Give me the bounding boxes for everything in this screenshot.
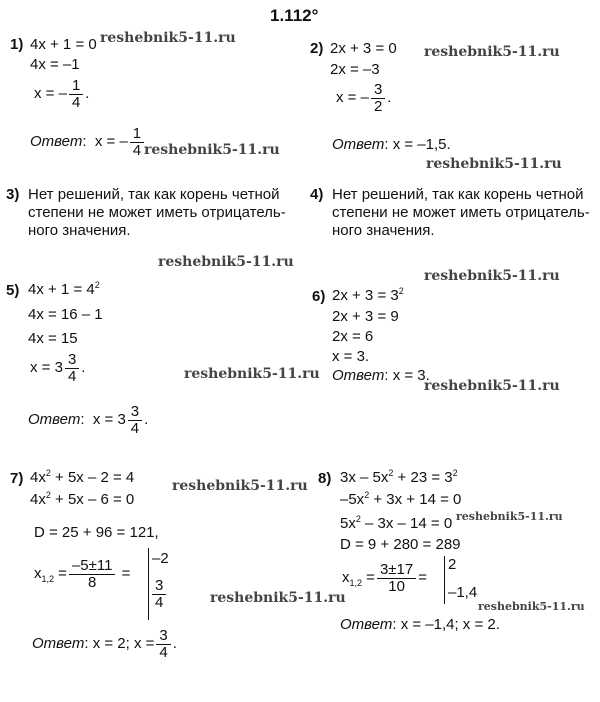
watermark: reshebnik5-11.ru bbox=[426, 156, 562, 172]
page-title: 1.112° bbox=[270, 6, 319, 25]
problem-6-line-2: 2x + 3 = 9 bbox=[332, 308, 399, 325]
problem-8-line-3: $5x^2 - 3x - 14 = 0$ bbox=[340, 514, 453, 532]
problem-2-answer: Ответ: x = –1,5. bbox=[332, 136, 451, 153]
problem-2-line-2: 2x = –3 bbox=[330, 61, 380, 78]
watermark: reshebnik5-11.ru bbox=[424, 44, 560, 60]
problem-7-line-2: $4x^2 + 5x - 6 = 0$ bbox=[30, 490, 135, 508]
problem-6-number: 6) bbox=[312, 288, 326, 305]
problem-8-line-2: $-5x^2 + 3x + 14 = 0$ bbox=[340, 490, 462, 508]
problem-2-line-1: 2x + 3 = 0 bbox=[330, 40, 397, 57]
problem-5-solution: x = 3 $\frac{3}{4}$ . bbox=[30, 351, 86, 385]
watermark: reshebnik5-11.ru bbox=[478, 600, 585, 613]
problem-1-answer: Ответ: x = – $\frac{1}{4}$ bbox=[30, 126, 146, 159]
problem-6-line-3: 2x = 6 bbox=[332, 328, 374, 345]
problem-3-number: 3) bbox=[6, 186, 20, 203]
problem-2-solution: x = – $\frac{3}{2}$ . bbox=[336, 81, 392, 115]
problem-7-root-1: –2 bbox=[152, 550, 169, 567]
problem-1-line-1: 4x + 1 = 0 bbox=[30, 36, 97, 53]
watermark: reshebnik5-11.ru bbox=[144, 142, 280, 158]
problem-5-line-1: $4x + 1 = 4^2$ bbox=[28, 280, 100, 298]
watermark: reshebnik5-11.ru bbox=[424, 268, 560, 284]
problem-8-root-bar bbox=[444, 556, 445, 604]
problem-6-answer: Ответ: x = 3. bbox=[332, 367, 430, 384]
problem-5-line-3: 4x = 15 bbox=[28, 330, 78, 347]
problem-7-root-2: $\frac{3}{4}$ bbox=[150, 578, 168, 611]
problem-8-answer: Ответ: x = –1,4; x = 2. bbox=[340, 616, 500, 633]
problem-8-line-1: $3x - 5x^2 + 23 = 3^2$ bbox=[340, 468, 458, 486]
problem-6-line-4: x = 3. bbox=[332, 348, 370, 365]
watermark: reshebnik5-11.ru bbox=[456, 510, 563, 523]
problem-7-number: 7) bbox=[10, 470, 24, 487]
problem-4-number: 4) bbox=[310, 186, 324, 203]
problem-8-root-2: –1,4 bbox=[448, 584, 478, 601]
problem-6-line-1: $2x + 3 = 3^2$ bbox=[332, 286, 404, 304]
problem-5-line-2: 4x = 16 – 1 bbox=[28, 306, 103, 323]
problem-8-root-1: 2 bbox=[448, 556, 457, 573]
problem-4-text: Нет решений, так как корень четной степени не может иметь отрицательного значения. bbox=[332, 186, 590, 239]
problem-1-line-2: 4x = –1 bbox=[30, 56, 80, 73]
problem-7-roots: $x_{1,2}$ = $\frac{-5\pm 11}{8}$ = bbox=[34, 557, 131, 591]
problem-5-answer: Ответ: x = 3 $\frac{3}{4}$ . bbox=[28, 403, 149, 437]
problem-1-solution: x = – $\frac{1}{4}$ . bbox=[34, 77, 90, 111]
problem-3-text: Нет решений, так как корень четной степени не может иметь отрицательного значения. bbox=[28, 186, 286, 239]
watermark: reshebnik5-11.ru bbox=[100, 30, 236, 46]
watermark: reshebnik5-11.ru bbox=[172, 478, 308, 494]
watermark: reshebnik5-11.ru bbox=[184, 366, 320, 382]
watermark: reshebnik5-11.ru bbox=[210, 590, 346, 606]
watermark: reshebnik5-11.ru bbox=[158, 254, 294, 270]
problem-7-answer: Ответ: x = 2; x = $\frac{3}{4}$ . bbox=[32, 627, 177, 661]
problem-1-number: 1) bbox=[10, 36, 24, 53]
problem-5-number: 5) bbox=[6, 282, 20, 299]
problem-2-number: 2) bbox=[310, 40, 324, 57]
problem-8-number: 8) bbox=[318, 470, 332, 487]
problem-7-discriminant: D = 25 + 96 = 121, bbox=[34, 524, 159, 541]
problem-8-discriminant: D = 9 + 280 = 289 bbox=[340, 536, 461, 553]
problem-7-root-bar bbox=[148, 548, 149, 620]
problem-7-line-1: $4x^2 + 5x - 2 = 4$ bbox=[30, 468, 135, 486]
problem-8-roots: $x_{1,2}$ = $\frac{3\pm 17}{10}$ = bbox=[342, 561, 427, 595]
watermark: reshebnik5-11.ru bbox=[424, 378, 560, 394]
